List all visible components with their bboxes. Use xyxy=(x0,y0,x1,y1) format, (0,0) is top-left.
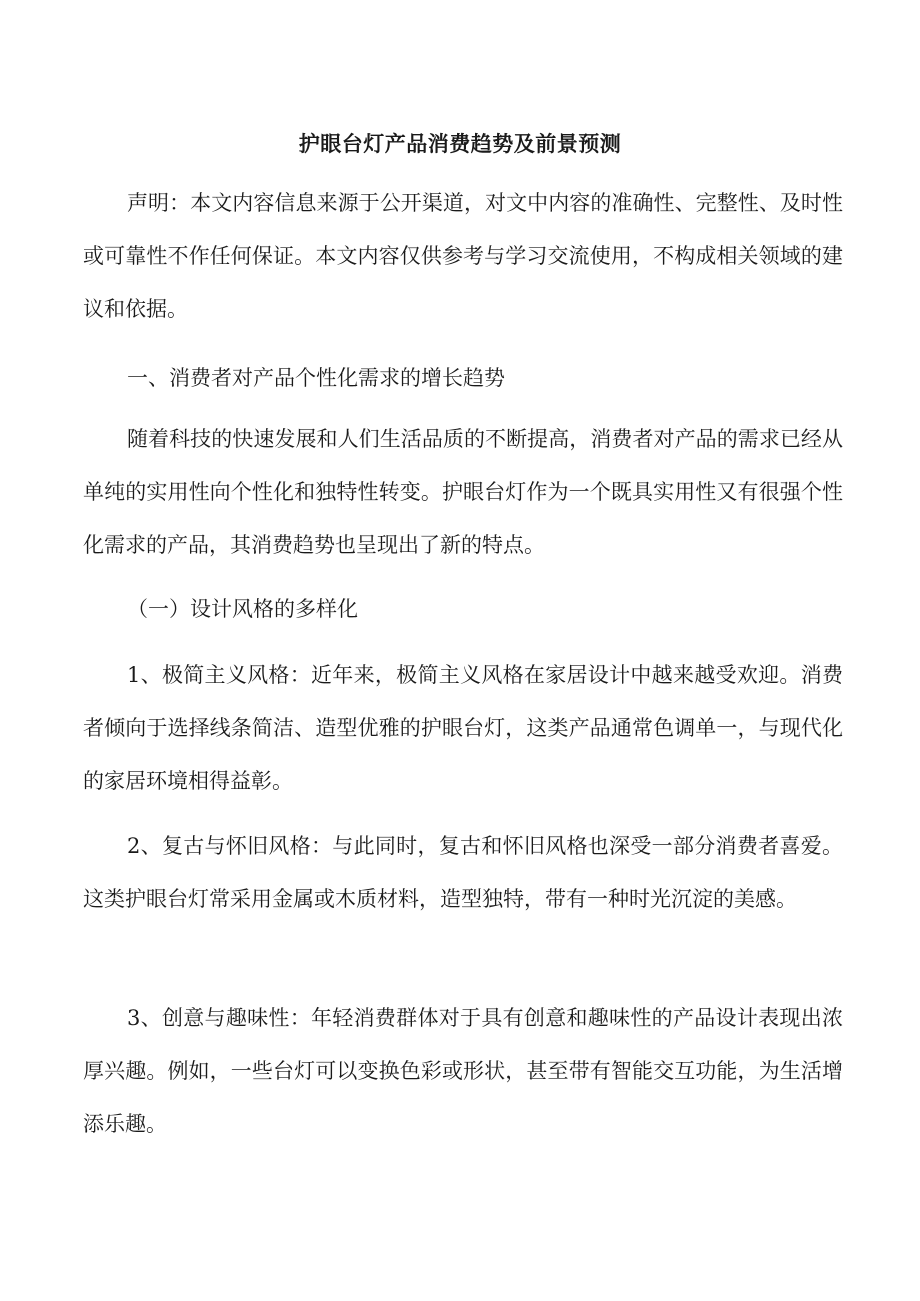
list-item-1: 1、极简主义风格：近年来，极简主义风格在家居设计中越来越受欢迎。消费者倾向于选择线条简洁、造型优雅的护眼台灯，这类产品通常色调单一，与现代化的家居环境相得益彰。 xyxy=(83,663,843,793)
section-heading-1: 一、消费者对产品个性化需求的增长趋势 xyxy=(127,366,505,390)
disclaimer-paragraph: 声明：本文内容信息来源于公开渠道，对文中内容的准确性、完整性、及时性或可靠性不作任何保证。本文内容仅供参考与学习交流使用，不构成相关领域的建议和依据。 xyxy=(83,191,843,321)
subsection-heading-1: （一）设计风格的多样化 xyxy=(127,597,358,621)
section-1-intro-paragraph: 随着科技的快速发展和人们生活品质的不断提高，消费者对产品的需求已经从单纯的实用性向个性化和独特性转变。护眼台灯作为一个既具实用性又有很强个性化需求的产品，其消费趋势也呈现出了新的特点。 xyxy=(83,427,843,557)
list-item-3: 3、创意与趣味性：年轻消费群体对于具有创意和趣味性的产品设计表现出浓厚兴趣。例如，一些台灯可以变换色彩或形状，甚至带有智能交互功能，为生活增添乐趣。 xyxy=(83,1006,843,1136)
list-item-2: 2、复古与怀旧风格：与此同时，复古和怀旧风格也深受一部分消费者喜爱。这类护眼台灯常采用金属或木质材料，造型独特，带有一种时光沉淀的美感。 xyxy=(83,834,843,911)
document-title: 护眼台灯产品消费趋势及前景预测 xyxy=(298,132,622,156)
